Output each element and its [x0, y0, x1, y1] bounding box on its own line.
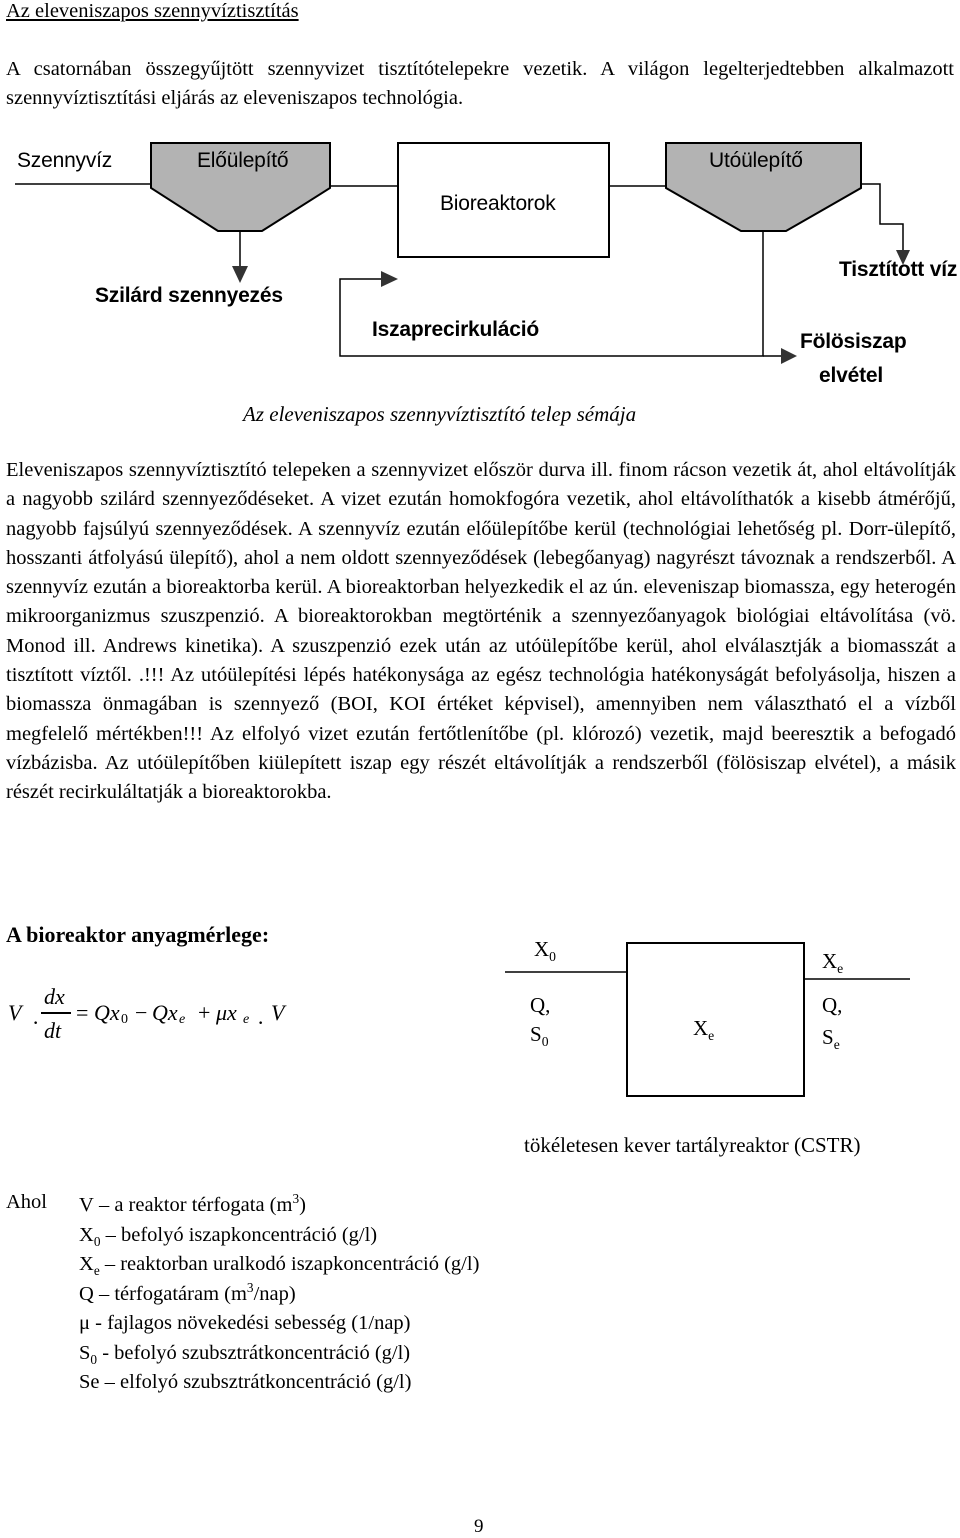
- cstr-x0: $X_0$: [534, 937, 556, 965]
- intro-paragraph: A csatornában összegyűjtött szennyvizet tisztítótelepekre vezetik. A világon legelterjedtebben alkalmazott szennyvíztisztítási eljárás az eleveniszapos technológia.: [6, 58, 954, 110]
- legend-list: [79, 1191, 479, 1398]
- cstr-xe-center: $X_e$: [693, 1016, 715, 1044]
- cstr-s0: $S_0$: [530, 1022, 549, 1050]
- legend-row: Se – elfolyó szubsztrátkoncentráció (g/l): [79, 1370, 412, 1393]
- eq-Qxe: Qx: [152, 1000, 178, 1025]
- cstr-xe-out: $X_e$: [822, 949, 844, 977]
- eq-sub-e: e: [179, 1012, 186, 1027]
- cstr-caption: tökéletesen kever tartályreaktor (CSTR): [524, 1133, 861, 1157]
- page-title: Az eleveniszapos szennyvíztisztítás: [6, 0, 299, 22]
- cstr-q-in: Q,: [530, 993, 551, 1017]
- eq-plus: +: [198, 1000, 211, 1025]
- eq-sub-0: 0: [121, 1012, 128, 1027]
- eq-V: V: [8, 1000, 22, 1025]
- label-utoulepito: Utóülepítő: [709, 149, 803, 172]
- eq-dot-1: ·: [32, 1010, 40, 1035]
- legend-row: $X_0$ – befolyó iszapkoncentráció (g/l): [79, 1223, 378, 1249]
- eq-Qx: Qx: [94, 1000, 120, 1025]
- label-iszaprecirkulacio: Iszaprecirkuláció: [372, 318, 540, 341]
- cstr-se: $S_e$: [822, 1025, 840, 1053]
- label-tisztitott-viz: Tisztított víz: [839, 258, 958, 281]
- legend-row: μ - fajlagos növekedési sebesség (1/nap): [79, 1311, 411, 1334]
- label-eloulepito: Előülepítő: [197, 149, 289, 172]
- legend-row: $X_e$ – reaktorban uralkodó iszapkoncentráció (g/l): [79, 1252, 480, 1278]
- eq-minus: −: [135, 1000, 148, 1025]
- eq-dot-2: ·: [257, 1010, 265, 1035]
- eq-mu-x: μx: [216, 1000, 237, 1025]
- cstr-box: [627, 943, 804, 1096]
- legend-row: V – a reaktor térfogata $(m^3)$: [79, 1191, 306, 1216]
- eq-dx: dx: [44, 984, 65, 1009]
- legend-ahol: Ahol: [6, 1191, 47, 1213]
- balance-heading: A bioreaktor anyagmérlege:: [6, 922, 270, 947]
- eq-dt: dt: [44, 1018, 62, 1043]
- eq-V2: V: [271, 1000, 285, 1025]
- label-szennyviz: Szennyvíz: [17, 149, 113, 172]
- legend-row: $S_0$ - befolyó szubsztrátkoncentráció (g/l): [79, 1341, 411, 1367]
- body-paragraph: Eleveniszapos szennyvíztisztító telepeken a szennyvizet először durva ill. finom rácson vezetik át, ahol eltávolítják a nagyobb szilárd szennyeződéseket. A vizet ezután homokfogóra vezetik, ahol eltávolíthatók a kisebb átmérőjű, nagyobb fajsúlyú szennyeződések. A szennyvíz ezután előülepítőbe kerül (technológiai lehetőség pl. Dorr-ülepítő, hosszanti átfolyású ülepítő), ahol a nem oldott szennyeződések (lebegőanyag) nagyrészt távoznak a rendszerből. A szennyvíz ezután a bioreaktorba kerül. A bioreaktorban helyezkedik el az ún. eleveniszap biomassza, egy heterogén mikroorganizmus szuszpenzió. A bioreaktorokban megtörténik a szennyezőanyagok biológiai eltávolítása (vö. Monod ill. Andrews kinetika). A szuszpenzió ezek után az utóülepítőbe kerül, ahol elválasztják a biomasszát a tisztított víztől. .!!! Az utóülepítési lépés hatékonysága az egész technológia hatékonyságát befolyásolja, hiszen a biomassza önmagában is szennyező (BOI, KOI értéket képvisel), amennyiben nem választható el a vízből megfelelő mértékben!!! Az elfolyó vizet ezután fertőtlenítőbe (pl. klórozó) vezetik, majd beeresztik a befogadó vízbázisba. Az utóülepítőben kiülepített iszap egy részét eltávolítják a rendszerből (fölösiszap elvétel), a másik részét recirkuláltatják a bioreaktorokba.: [6, 459, 956, 804]
- diagram-caption: Az eleveniszapos szennyvíztisztító telep sémája: [243, 402, 637, 426]
- page-number: 9: [474, 1516, 484, 1537]
- cstr-q-out: Q,: [822, 993, 843, 1017]
- legend-row: Q – térfogatáram $(m^3/nap)$: [79, 1279, 296, 1305]
- label-elvetel: elvétel: [819, 364, 883, 387]
- eq-equals: =: [76, 1000, 89, 1025]
- label-folosiszap: Fölösiszap: [800, 330, 907, 353]
- label-bioreaktorok: Bioreaktorok: [440, 192, 556, 215]
- label-szilard-szennyezes: Szilárd szennyezés: [95, 284, 283, 307]
- eq-sub-e2: e: [243, 1012, 250, 1027]
